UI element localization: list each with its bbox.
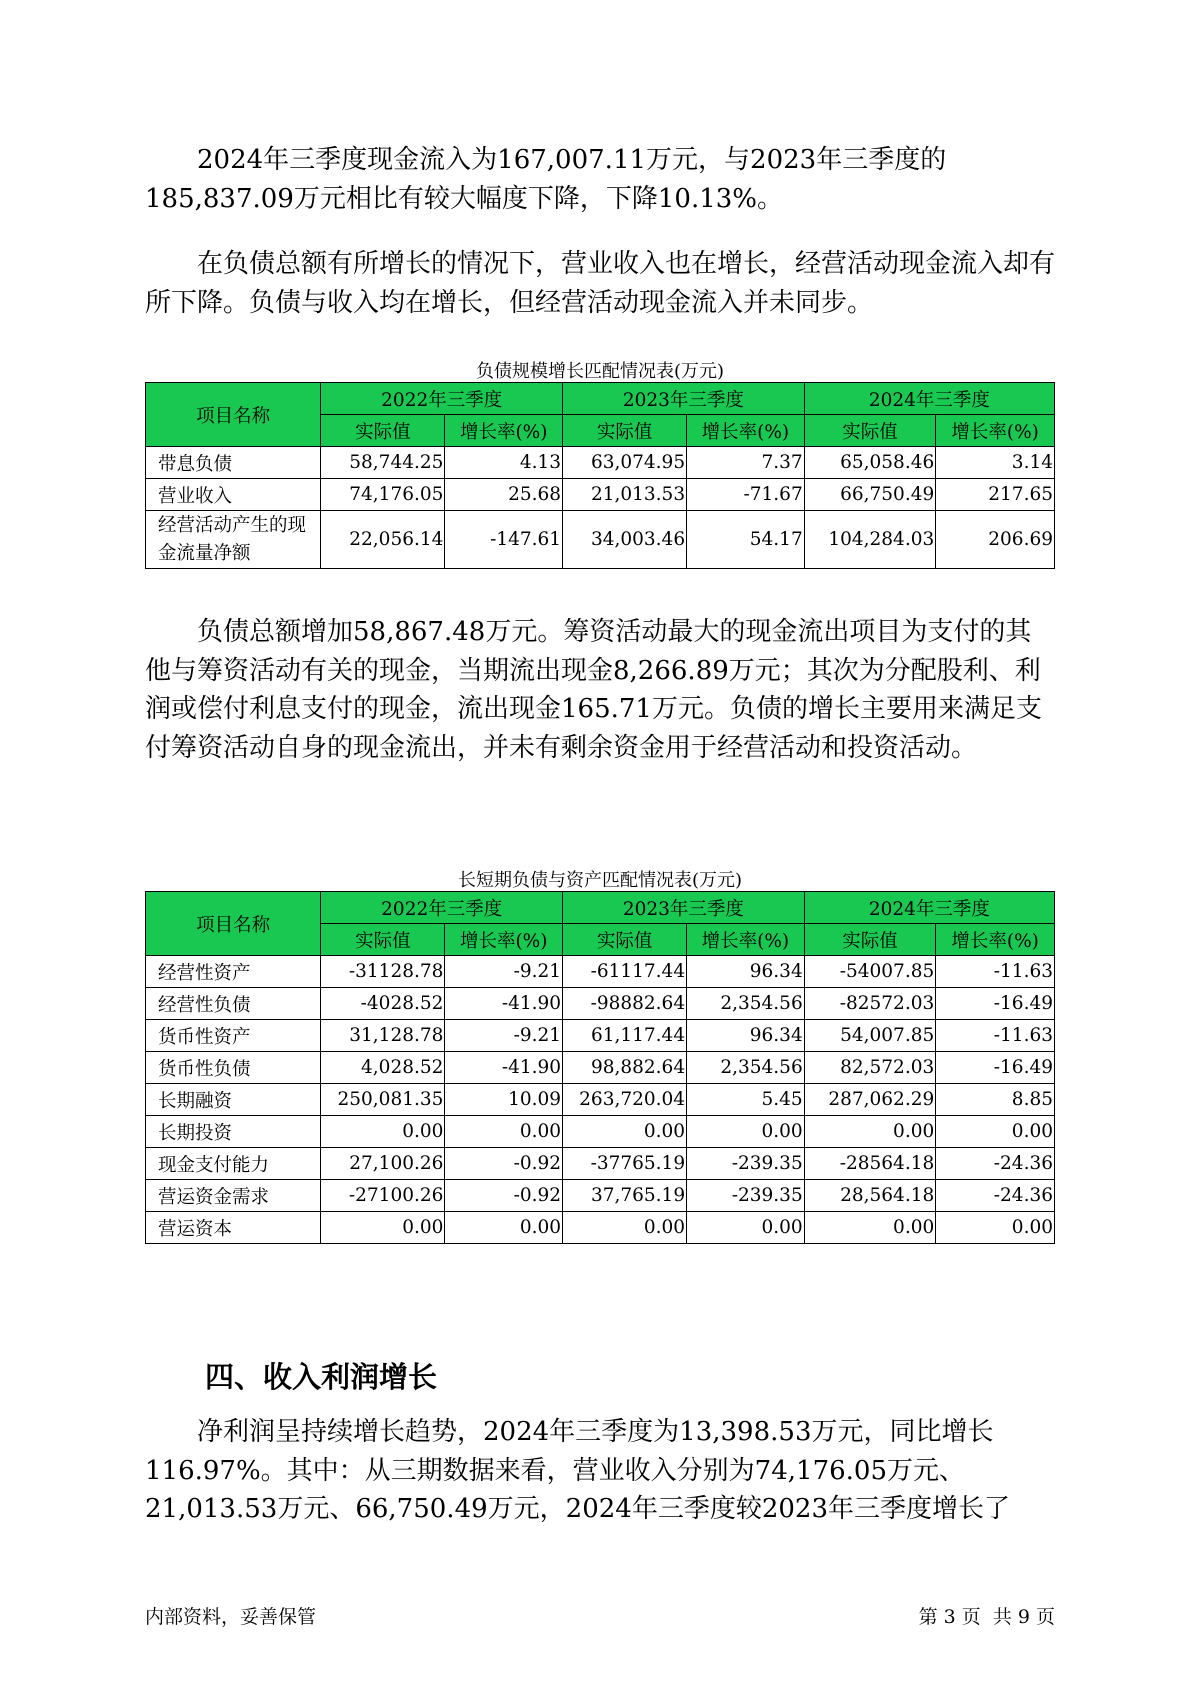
actual-value-cell: 21,013.53	[563, 479, 687, 511]
table-row	[146, 1116, 1055, 1148]
growth-rate-cell: 0.00	[445, 1116, 563, 1148]
row-label: 货币性负债	[146, 1052, 321, 1084]
growth-rate-cell: -16.49	[936, 988, 1055, 1020]
actual-value-cell: 27,100.26	[321, 1148, 445, 1180]
growth-rate-header: 增长率(%)	[445, 415, 563, 447]
growth-rate-cell: 54.17	[687, 511, 805, 569]
growth-rate-header: 增长率(%)	[445, 924, 563, 956]
actual-value-header: 实际值	[804, 924, 936, 956]
growth-rate-cell: -24.36	[936, 1180, 1055, 1212]
growth-rate-cell: 206.69	[936, 511, 1055, 569]
actual-value-cell: 65,058.46	[804, 447, 936, 479]
growth-rate-header: 增长率(%)	[936, 924, 1055, 956]
actual-value-cell: 22,056.14	[321, 511, 445, 569]
actual-value-cell: 0.00	[321, 1116, 445, 1148]
table-row	[146, 479, 1055, 511]
row-label: 营运资本	[146, 1212, 321, 1244]
actual-value-header: 实际值	[321, 924, 445, 956]
growth-rate-header: 增长率(%)	[687, 415, 805, 447]
period-header: 2022年三季度	[321, 383, 563, 415]
actual-value-header: 实际值	[321, 415, 445, 447]
period-header: 2024年三季度	[804, 383, 1054, 415]
row-label: 营业收入	[146, 479, 321, 511]
row-label: 长期投资	[146, 1116, 321, 1148]
actual-value-cell: -61117.44	[563, 956, 687, 988]
actual-value-cell: 61,117.44	[563, 1020, 687, 1052]
actual-value-cell: 4,028.52	[321, 1052, 445, 1084]
paragraph-cash-inflow: 2024年三季度现金流入为167,007.11万元，与2023年三季度的185,837.09万元相比有较大幅度下降，下降10.13%。	[145, 145, 947, 214]
table-row	[146, 956, 1055, 988]
growth-rate-cell: 2,354.56	[687, 988, 805, 1020]
row-label: 经营性负债	[146, 988, 321, 1020]
growth-rate-cell: 0.00	[936, 1116, 1055, 1148]
growth-rate-cell: 0.00	[936, 1212, 1055, 1244]
table-row	[146, 1180, 1055, 1212]
actual-value-cell: -37765.19	[563, 1148, 687, 1180]
actual-value-header: 实际值	[563, 924, 687, 956]
table1-caption: 负债规模增长匹配情况表(万元)	[475, 361, 725, 382]
growth-rate-cell: -41.90	[445, 1052, 563, 1084]
table-debt-scale-match	[145, 382, 1055, 569]
growth-rate-cell: 96.34	[687, 1020, 805, 1052]
period-header: 2024年三季度	[804, 892, 1054, 924]
actual-value-cell: -27100.26	[321, 1180, 445, 1212]
actual-value-cell: 37,765.19	[563, 1180, 687, 1212]
actual-value-cell: 63,074.95	[563, 447, 687, 479]
table-long-short-term-match	[145, 891, 1055, 1244]
actual-value-cell: 0.00	[804, 1212, 936, 1244]
actual-value-cell: 34,003.46	[563, 511, 687, 569]
row-label: 经营性资产	[146, 956, 321, 988]
growth-rate-cell: 10.09	[445, 1084, 563, 1116]
actual-value-cell: 28,564.18	[804, 1180, 936, 1212]
actual-value-cell: -31128.78	[321, 956, 445, 988]
actual-value-cell: 31,128.78	[321, 1020, 445, 1052]
growth-rate-cell: 8.85	[936, 1084, 1055, 1116]
table-row	[146, 1020, 1055, 1052]
actual-value-header: 实际值	[804, 415, 936, 447]
table-row	[146, 447, 1055, 479]
section-heading: 四、收入利润增长	[205, 1360, 438, 1394]
footer-confidential: 内部资料，妥善保管	[145, 1606, 317, 1628]
actual-value-cell: 0.00	[804, 1116, 936, 1148]
growth-rate-cell: 0.00	[687, 1116, 805, 1148]
actual-value-cell: -28564.18	[804, 1148, 936, 1180]
actual-value-cell: -54007.85	[804, 956, 936, 988]
growth-rate-cell: -41.90	[445, 988, 563, 1020]
actual-value-cell: 250,081.35	[321, 1084, 445, 1116]
actual-value-cell: 66,750.49	[804, 479, 936, 511]
row-label: 现金支付能力	[146, 1148, 321, 1180]
growth-rate-cell: -239.35	[687, 1148, 805, 1180]
growth-rate-cell: 5.45	[687, 1084, 805, 1116]
paragraph-debt-growth: 在负债总额有所增长的情况下，营业收入也在增长，经营活动现金流入却有所下降。负债与收入均在增长，但经营活动现金流入并未同步。	[145, 249, 1056, 318]
actual-value-cell: 82,572.03	[804, 1052, 936, 1084]
actual-value-cell: 54,007.85	[804, 1020, 936, 1052]
growth-rate-cell: -71.67	[687, 479, 805, 511]
actual-value-cell: 287,062.29	[804, 1084, 936, 1116]
actual-value-cell: 58,744.25	[321, 447, 445, 479]
period-header: 2022年三季度	[321, 892, 563, 924]
growth-rate-cell: -0.92	[445, 1180, 563, 1212]
header-row-periods	[146, 383, 1055, 415]
table-row	[146, 988, 1055, 1020]
growth-rate-cell: -11.63	[936, 1020, 1055, 1052]
row-label: 长期融资	[146, 1084, 321, 1116]
growth-rate-cell: -0.92	[445, 1148, 563, 1180]
paragraph-debt-increase: 负债总额增加58,867.48万元。筹资活动最大的现金流出项目为支付的其他与筹资活动有关的现金，当期流出现金8,266.89万元；其次为分配股利、利润或偿付利息支付的现金，流出现金165.71万元。负债的增长主要用来满足支付筹资活动自身的现金流出，并未有剩余资金用于经营活动和投资活动。	[145, 617, 1042, 763]
growth-rate-cell: -9.21	[445, 1020, 563, 1052]
growth-rate-header: 增长率(%)	[936, 415, 1055, 447]
growth-rate-cell: -24.36	[936, 1148, 1055, 1180]
row-label: 货币性资产	[146, 1020, 321, 1052]
item-name-header: 项目名称	[146, 892, 321, 956]
growth-rate-cell: 2,354.56	[687, 1052, 805, 1084]
period-header: 2023年三季度	[563, 383, 805, 415]
growth-rate-cell: 25.68	[445, 479, 563, 511]
growth-rate-cell: 3.14	[936, 447, 1055, 479]
growth-rate-cell: -11.63	[936, 956, 1055, 988]
actual-value-cell: 0.00	[563, 1116, 687, 1148]
table-row	[146, 1212, 1055, 1244]
period-header: 2023年三季度	[563, 892, 805, 924]
growth-rate-cell: -147.61	[445, 511, 563, 569]
actual-value-cell: 74,176.05	[321, 479, 445, 511]
actual-value-cell: -98882.64	[563, 988, 687, 1020]
actual-value-cell: 263,720.04	[563, 1084, 687, 1116]
actual-value-cell: 98,882.64	[563, 1052, 687, 1084]
row-label: 营运资金需求	[146, 1180, 321, 1212]
actual-value-cell: -4028.52	[321, 988, 445, 1020]
actual-value-cell: 104,284.03	[804, 511, 936, 569]
table-row	[146, 1148, 1055, 1180]
table2-caption: 长短期负债与资产匹配情况表(万元)	[457, 870, 743, 891]
growth-rate-header: 增长率(%)	[687, 924, 805, 956]
table-row	[146, 1052, 1055, 1084]
growth-rate-cell: 4.13	[445, 447, 563, 479]
actual-value-cell: 0.00	[321, 1212, 445, 1244]
growth-rate-cell: -16.49	[936, 1052, 1055, 1084]
growth-rate-cell: 0.00	[687, 1212, 805, 1244]
footer-page-number: 第 3 页 共 9 页	[918, 1606, 1055, 1628]
growth-rate-cell: -9.21	[445, 956, 563, 988]
growth-rate-cell: 217.65	[936, 479, 1055, 511]
actual-value-header: 实际值	[563, 415, 687, 447]
paragraph-net-profit: 净利润呈持续增长趋势，2024年三季度为13,398.53万元，同比增长116.97%。其中：从三期数据来看，营业收入分别为74,176.05万元、21,013.53万元、66,750.49万元，2024年三季度较2023年三季度增长了	[145, 1417, 1010, 1524]
growth-rate-cell: 96.34	[687, 956, 805, 988]
row-label: 带息负债	[146, 447, 321, 479]
actual-value-cell: 0.00	[563, 1212, 687, 1244]
item-name-header: 项目名称	[146, 383, 321, 447]
row-label: 经营活动产生的现金流量净额	[146, 511, 321, 569]
table-row	[146, 1084, 1055, 1116]
growth-rate-cell: -239.35	[687, 1180, 805, 1212]
growth-rate-cell: 7.37	[687, 447, 805, 479]
growth-rate-cell: 0.00	[445, 1212, 563, 1244]
header-row-periods	[146, 892, 1055, 924]
table-row	[146, 511, 1055, 569]
actual-value-cell: -82572.03	[804, 988, 936, 1020]
